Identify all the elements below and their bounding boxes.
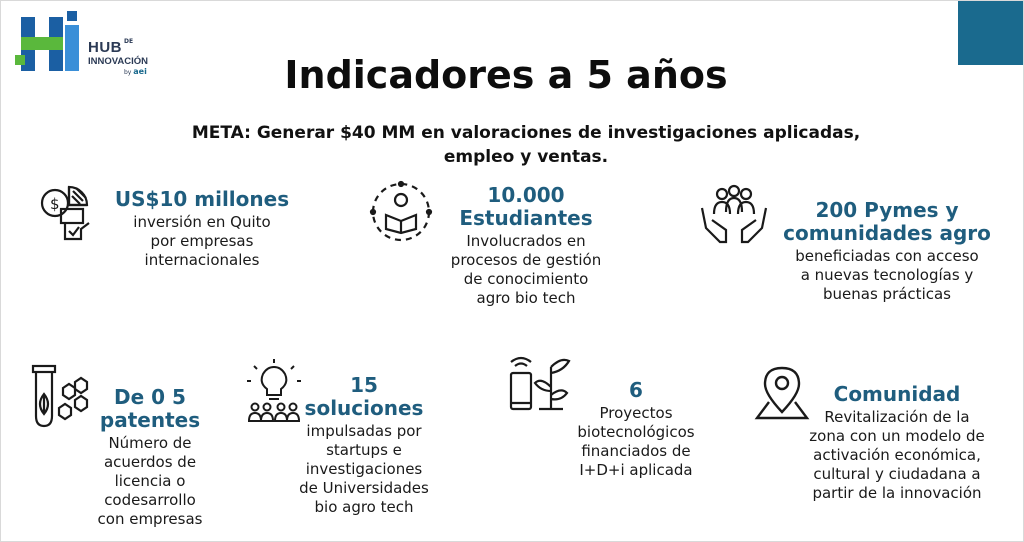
test-tube-molecule-icon [29, 364, 93, 430]
indicator-pymes-heading-line: 200 Pymes y [815, 198, 959, 222]
indicator-students-heading [426, 184, 626, 230]
indicator-community-desc-line: activación económica, [813, 446, 981, 464]
indicator-investment-desc-line: inversión en Quito [133, 213, 271, 231]
indicator-students-heading-line: Estudiantes [459, 206, 593, 230]
indicator-projects [556, 379, 716, 480]
indicator-patents-heading-line: De 0 5 [114, 385, 186, 409]
indicator-students-heading-line: 10.000 [487, 183, 565, 207]
indicator-projects-desc-line: biotecnológicos [577, 423, 695, 441]
indicator-pymes-heading-line: comunidades agro [783, 221, 991, 245]
indicator-pymes-desc-line: buenas prácticas [823, 285, 951, 303]
indicator-solutions-desc-line: de Universidades [299, 479, 429, 497]
indicator-projects-desc-line: Proyectos [599, 404, 673, 422]
indicator-students-desc-line: de conocimiento [463, 270, 589, 288]
indicator-solutions-heading-line: 15 [350, 373, 378, 397]
indicator-students [426, 184, 626, 308]
indicator-projects-description [556, 404, 716, 480]
indicator-solutions-heading [284, 374, 444, 420]
indicator-community-description [791, 408, 1003, 503]
indicator-solutions-desc-line: impulsadas por [306, 422, 422, 440]
indicator-projects-desc-line: I+D+i aplicada [579, 461, 693, 479]
indicator-pymes-description [769, 247, 1005, 304]
indicator-students-desc-line: procesos de gestión [450, 251, 602, 269]
indicator-investment-desc-line: por empresas [150, 232, 254, 250]
indicator-solutions-desc-line: bio agro tech [314, 498, 414, 516]
indicator-pymes-heading [769, 199, 1005, 245]
indicator-pymes [769, 199, 1005, 304]
indicator-solutions-heading-line: soluciones [304, 396, 424, 420]
logo-innovacion: INNOVACIÓN [88, 55, 148, 67]
indicator-investment [97, 188, 307, 270]
community-hands-icon [698, 184, 770, 248]
logo-hub: HUB [88, 39, 122, 56]
indicator-community-desc-line: Revitalización de la [824, 408, 970, 426]
indicator-solutions [284, 374, 444, 517]
indicator-students-description [426, 232, 626, 308]
indicator-patents-desc-line: acuerdos de [103, 453, 197, 471]
indicator-patents-desc-line: Número de [108, 434, 192, 452]
meta-statement [141, 121, 911, 169]
indicator-patents-heading [85, 386, 215, 432]
indicator-students-desc-line: Involucrados en [466, 232, 586, 250]
indicator-pymes-desc-line: a nuevas tecnologías y [800, 266, 974, 284]
indicator-community-desc-line: cultural y ciudadana a [813, 465, 981, 483]
indicator-students-desc-line: agro bio tech [476, 289, 576, 307]
indicator-investment-description [97, 213, 307, 270]
indicator-patents-desc-line: licencia o [114, 472, 186, 490]
indicator-community-heading [791, 383, 1003, 406]
indicator-community-heading-line: Comunidad [833, 382, 961, 406]
indicator-investment-heading-line: US$10 millones [114, 187, 290, 211]
finance-chart-icon [39, 183, 95, 245]
indicator-solutions-description [284, 422, 444, 517]
indicator-pymes-desc-line: beneficiadas con acceso [795, 247, 979, 265]
indicator-patents [85, 386, 215, 529]
indicator-solutions-desc-line: investigaciones [305, 460, 423, 478]
indicator-projects-desc-line: financiados de [581, 442, 691, 460]
indicator-solutions-desc-line: startups e [326, 441, 402, 459]
svg-text:$: $ [50, 195, 60, 213]
logo-brand: aei [133, 66, 147, 76]
indicator-investment-desc-line: internacionales [144, 251, 260, 269]
indicator-projects-heading-line: 6 [629, 378, 643, 402]
indicator-investment-heading [97, 188, 307, 211]
meta-line-1: META: Generar $40 MM en valoraciones de investigaciones aplicadas, [191, 123, 861, 143]
page-title: Indicadores a 5 años [284, 53, 728, 97]
indicator-patents-description [85, 434, 215, 529]
indicator-community-desc-line: zona con un modelo de [809, 427, 985, 445]
logo-by-label: by [124, 68, 132, 76]
student-reading-icon [368, 179, 434, 245]
indicator-patents-desc-line: con empresas [97, 510, 203, 528]
meta-line-2: empleo y ventas. [443, 147, 609, 167]
logo-de: DE [124, 38, 134, 45]
indicator-projects-heading [556, 379, 716, 402]
indicator-patents-heading-line: patentes [99, 408, 201, 432]
indicator-patents-desc-line: codesarrollo [104, 491, 196, 509]
indicator-community [791, 383, 1003, 503]
indicator-community-desc-line: partir de la innovación [812, 484, 982, 502]
